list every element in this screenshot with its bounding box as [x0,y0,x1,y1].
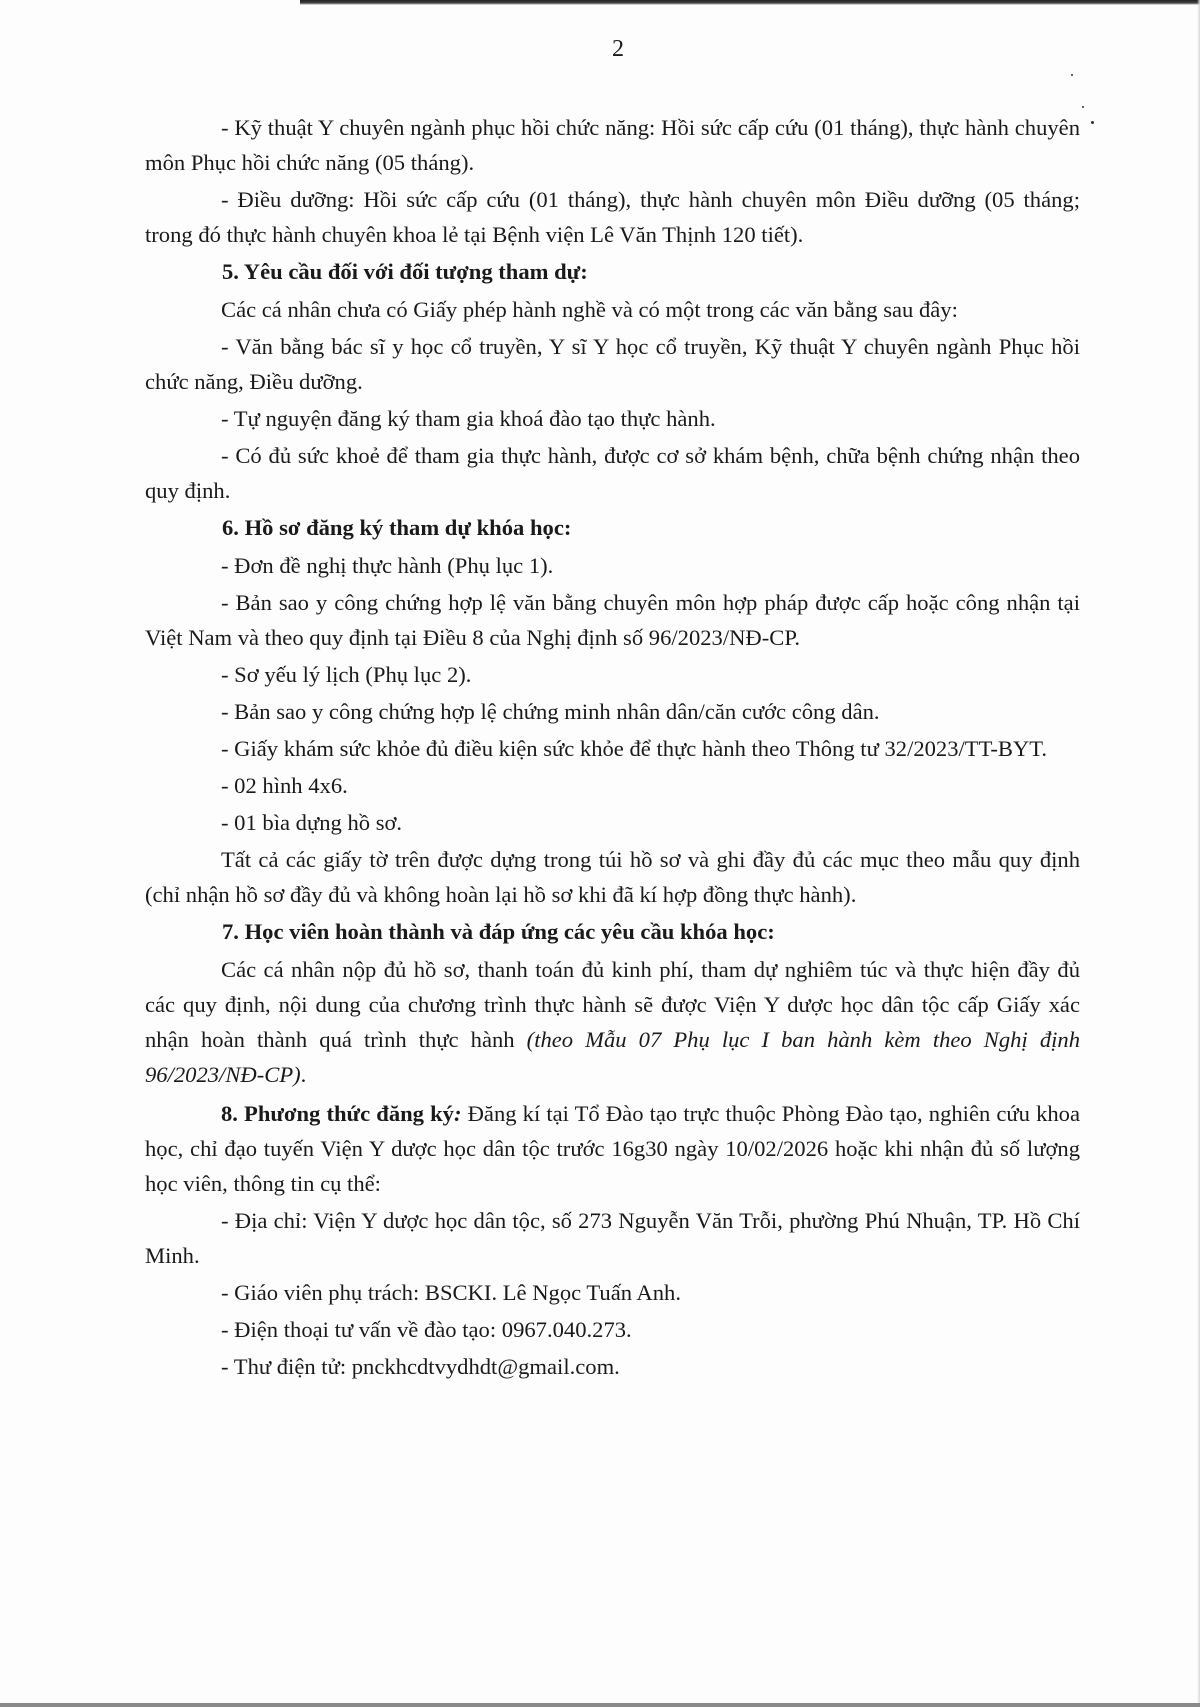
list-item-application-form: - Đơn đề nghị thực hành (Phụ lục 1). [221,553,554,578]
paragraph-eligibility-intro: Các cá nhân chưa có Giấy phép hành nghề và có một trong các văn bằng sau đây: [221,297,958,322]
list-item-email: - Thư điện tử: pnckhcdtvydhdt@gmail.com. [221,1354,620,1379]
heading-section-8: 8. Phương thức đăng ký [221,1101,454,1126]
list-item-instructor: - Giáo viên phụ trách: BSCKI. Lê Ngọc Tuấn Anh. [221,1280,681,1305]
list-item-phone: - Điện thoại tư vấn về đào tạo: 0967.040.273. [221,1317,632,1342]
scan-speck [1071,74,1073,76]
list-item-folder: - 01 bìa dựng hồ sơ. [221,810,403,835]
paragraph-registration [145,1096,1080,1201]
scan-bottom-edge [0,1703,1200,1707]
list-item-address: - Địa chỉ: Viện Y dược học dân tộc, số 273 Nguyễn Văn Trỗi, phường Phú Nhuận, TP. Hồ Chí Minh. [145,1208,1080,1268]
list-item-diploma-copy: - Bản sao y công chứng hợp lệ văn bằng chuyên môn hợp pháp được cấp hoặc công nhận tại Việt Nam và theo quy định tại Điều 8 của Nghị định số 96/2023/NĐ-CP. [145,590,1080,650]
paragraph-rehab-technician: - Kỹ thuật Y chuyên ngành phục hồi chức năng: Hồi sức cấp cứu (01 tháng), thực hành chuyên môn Phục hồi chức năng (05 tháng). [145,115,1080,175]
heading-section-6: 6. Hồ sơ đăng ký tham dự khóa học: [222,515,572,540]
registration-text: Đăng kí tại Tổ Đào tạo trực thuộc Phòng Đào tạo, nghiên cứu khoa học, chỉ đạo tuyến Viện Y dược học dân tộc trước 16g30 ngày 10/02/2026 hoặc khi nhận đủ số lượng học viên, thông tin cụ thể: [145,1101,1080,1196]
completion-tail: . [300,1062,307,1087]
list-item-degrees: - Văn bằng bác sĩ y học cổ truyền, Y sĩ Y học cổ truyền, Kỹ thuật Y chuyên ngành Phục hồi chức năng, Điều dưỡng. [145,334,1080,394]
list-item-voluntary: - Tự nguyện đăng ký tham gia khoá đào tạo thực hành. [221,406,716,431]
list-item-health: - Có đủ sức khoẻ để tham gia thực hành, được cơ sở khám bệnh, chữa bệnh chứng nhận theo quy định. [145,443,1080,503]
list-item-cv: - Sơ yếu lý lịch (Phụ lục 2). [221,662,472,687]
heading-section-5: 5. Yêu cầu đối với đối tượng tham dự: [222,259,588,284]
list-item-health-certificate: - Giấy khám sức khỏe đủ điều kiện sức khỏe để thực hành theo Thông tư 32/2023/TT-BYT. [221,736,1048,761]
paragraph-document-note: Tất cả các giấy tờ trên được dựng trong túi hồ sơ và ghi đầy đủ các mục theo mẫu quy định (chỉ nhận hồ sơ đầy đủ và không hoàn lại hồ sơ khi đã kí hợp đồng thực hành). [145,847,1080,907]
completion-text: Các cá nhân nộp đủ hồ sơ, thanh toán đủ kinh phí, tham dự nghiêm túc và thực hiện đầy đủ các quy định, nội dung của chương trình thực hành sẽ được Viện Y dược học dân tộc cấp Giấy xác nhận hoàn thành quá trình thực hành [145,957,1080,1052]
scan-speck [1082,106,1084,108]
heading-section-7: 7. Học viên hoàn thành và đáp ứng các yêu cầu khóa học: [222,919,775,944]
list-item-id-copy: - Bản sao y công chứng hợp lệ chứng minh nhân dân/căn cước công dân. [221,699,880,724]
completion-reference: (theo Mẫu 07 Phụ lục I ban hành kèm theo Nghị định 96/2023/NĐ-CP) [145,1027,1080,1087]
scan-speck [1091,121,1094,124]
paragraph-nursing: - Điều dưỡng: Hồi sức cấp cứu (01 tháng), thực hành chuyên môn Điều dưỡng (05 tháng; trong đó thực hành chuyên khoa lẻ tại Bệnh viện Lê Văn Thịnh 120 tiết). [145,187,1080,247]
list-item-photos: - 02 hình 4x6. [221,773,348,798]
heading-section-8-colon: : [453,1101,462,1126]
page-number: 2 [612,36,624,62]
scan-top-edge [300,0,1200,5]
paragraph-completion [145,952,1080,1092]
document-body [145,110,1080,1386]
